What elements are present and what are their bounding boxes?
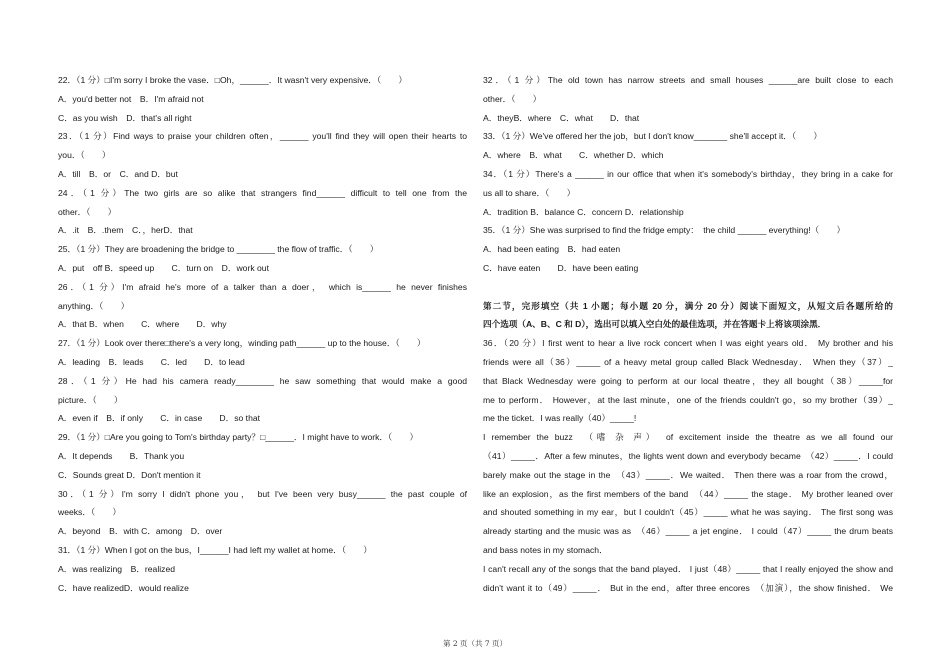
right-column-line-3: 33．（1 分）We've offered her the job，but I don't know_______ she'll accept it．（ ） <box>483 131 822 142</box>
right-column-line-20: （41）_____．After a few minutes，the lights went down and everybody became （42）_____．I could <box>483 450 893 461</box>
right-column-line-22: like an explosion，as the first members of the band （44）_____ the stage． My brother leaned over <box>483 488 893 499</box>
right-column-line-11 <box>483 278 893 297</box>
right-column-line-24: already starting and the music was as （46）_____ a jet engine． I could（47）_____ the drum beats <box>483 526 893 537</box>
left-column-line-19: 29．（1 分）□Are you going to Tom's birthday party？□______．I might have to work．（ ） <box>58 432 419 443</box>
right-column-line-13: 四个选项（A、B、C 和 D），选出可以填入空白处的最佳选项，并在答题卡上将该项涂黑． <box>483 319 827 330</box>
right-column-line-0: 32．（1 分）The old town has narrow streets and small houses ______are built close to each <box>483 75 893 85</box>
right-column-line-16: that Black Wednesday were going to perform at our local theatre，they all bought（38）_____for <box>483 375 893 386</box>
right-column-line-23: and shouted something in my ear，but I couldn't（45）_____ what he was saying． The first song was <box>483 507 893 518</box>
left-column-line-3: 23．（1 分）Find ways to praise your children often，______ you'll find they will open their hearts to <box>58 131 467 142</box>
left-column-line-7: other．（ ） <box>58 206 117 217</box>
right-column-line-18: me the ticket．I was really（40）_____! <box>483 413 637 424</box>
left-column-line-6: 24．（1 分）The two girls are so alike that strangers find______ difficult to tell one from the <box>58 187 467 198</box>
left-column-line-27: C．have realizedD．would realize <box>58 582 189 593</box>
left-column-line-17: picture．（ ） <box>58 394 123 405</box>
left-column-line-11: 26．（1 分）I'm afraid he's more of a talker than a doer， which is______ he never finishes <box>58 281 467 292</box>
right-column-line-21: barely make out the stage in the （43）_____．We waited． Then there was a roar from the crowd， <box>483 469 893 480</box>
right-column-line-15: friends were all（36）_____ of a heavy metal group called Black Wednesday． When they（37）_ <box>483 356 893 367</box>
right-column-line-17: me to perform． However，at the last minute，one of the friends couldn't go，so my brother（39）_ <box>483 394 893 405</box>
right-column-line-10: C．have eaten D．have been eating <box>483 262 639 273</box>
left-column-line-12: anything．（ ） <box>58 300 130 311</box>
right-column <box>483 71 893 597</box>
left-column-line-9: 25．（1 分）They are broadening the bridge to ________ the flow of traffic．（ ） <box>58 244 379 255</box>
right-column-line-9: A．had been eating B．had eaten <box>483 244 621 255</box>
left-column-line-21: C．Sounds great D．Don't mention it <box>58 469 201 480</box>
left-column-line-10: A．put off B．speed up C．turn on D．work out <box>58 262 269 273</box>
left-column-line-16: 28．（1 分）He had his camera ready________ he saw something that would make a good <box>58 375 467 386</box>
left-column-line-24: A．beyond B．with C．among D．over <box>58 526 223 537</box>
left-column-line-25: 31．（1 分）When I got on the bus，I______I had left my wallet at home．（ ） <box>58 544 372 555</box>
left-column-line-8: A．.it B．.them C．，herD．that <box>58 225 193 236</box>
left-column-line-0: 22．（1 分）□I'm sorry I broke the vase．□Oh，______．It wasn't very expensive．（ ） <box>58 75 407 85</box>
left-column-line-1: A．you'd better not B．I'm afraid not <box>58 93 204 104</box>
left-column-line-15: A．leading B．leads C．led D．to lead <box>58 356 245 367</box>
right-column-line-27: didn't want it to（49）_____． But in the end，after three encores （加演），the show finished． We <box>483 582 893 593</box>
left-column-line-5: A．till B．or C．and D．but <box>58 168 178 179</box>
right-column-line-19: I remember the buzz （嗜 杂 声） of excitement inside the theatre as we all found our <box>483 432 893 443</box>
right-column-line-4: A．where B．what C．whether D．which <box>483 150 664 161</box>
left-column-line-22: 30．（1 分）I'm sorry I didn't phone you， but I've been very busy______ the past couple of <box>58 488 467 499</box>
page-footer: 第 2 页（共 7 页） <box>442 639 508 648</box>
left-column-line-4: you．（ ） <box>58 150 111 161</box>
left-column-line-2: C．as you wish D．that's all right <box>58 112 192 123</box>
right-column-line-25: and bass notes in my stomach． <box>483 544 608 555</box>
right-column-line-7: A．tradition B．balance C．concern D．relationship <box>483 206 684 217</box>
left-column-line-20: A．It depends B．Thank you <box>58 450 185 461</box>
left-column-line-13: A．that B．when C．where D．why <box>58 319 227 330</box>
right-column-line-1: other．（ ） <box>483 93 542 104</box>
right-column-line-8: 35．（1 分）She was surprised to find the fridge empty： the child ______ everything!（ ） <box>483 225 846 236</box>
left-column-line-23: weeks．（ ） <box>58 507 122 518</box>
right-column-line-14: 36．（20 分）I first went to hear a live rock concert when I was eight years old． My brother and his <box>483 338 893 349</box>
right-column-line-6: us all to share．（ ） <box>483 187 576 198</box>
left-column <box>58 71 467 597</box>
right-column-line-2: A．theyB．where C．what D．that <box>483 112 640 123</box>
right-column-line-5: 34．（1 分）There's a ______ in our office that when it's somebody's birthday，they bring in a cake for <box>483 168 893 179</box>
right-column-line-26: I can't recall any of the songs that the band played． I just（48）_____ that I really enjoyed the show and <box>483 563 893 574</box>
right-column-line-12: 第二节，完形填空（共 1 小题；每小题 20 分，满分 20 分）阅读下面短文，从短文后各题所给的 <box>483 300 893 311</box>
left-column-line-26: A．was realizing B．realized <box>58 563 176 574</box>
left-column-line-18: A．even if B．if only C．in case D．so that <box>58 413 261 424</box>
left-column-line-14: 27．（1 分）Look over there□there's a very long，winding path______ up to the house．（ ） <box>58 338 426 349</box>
